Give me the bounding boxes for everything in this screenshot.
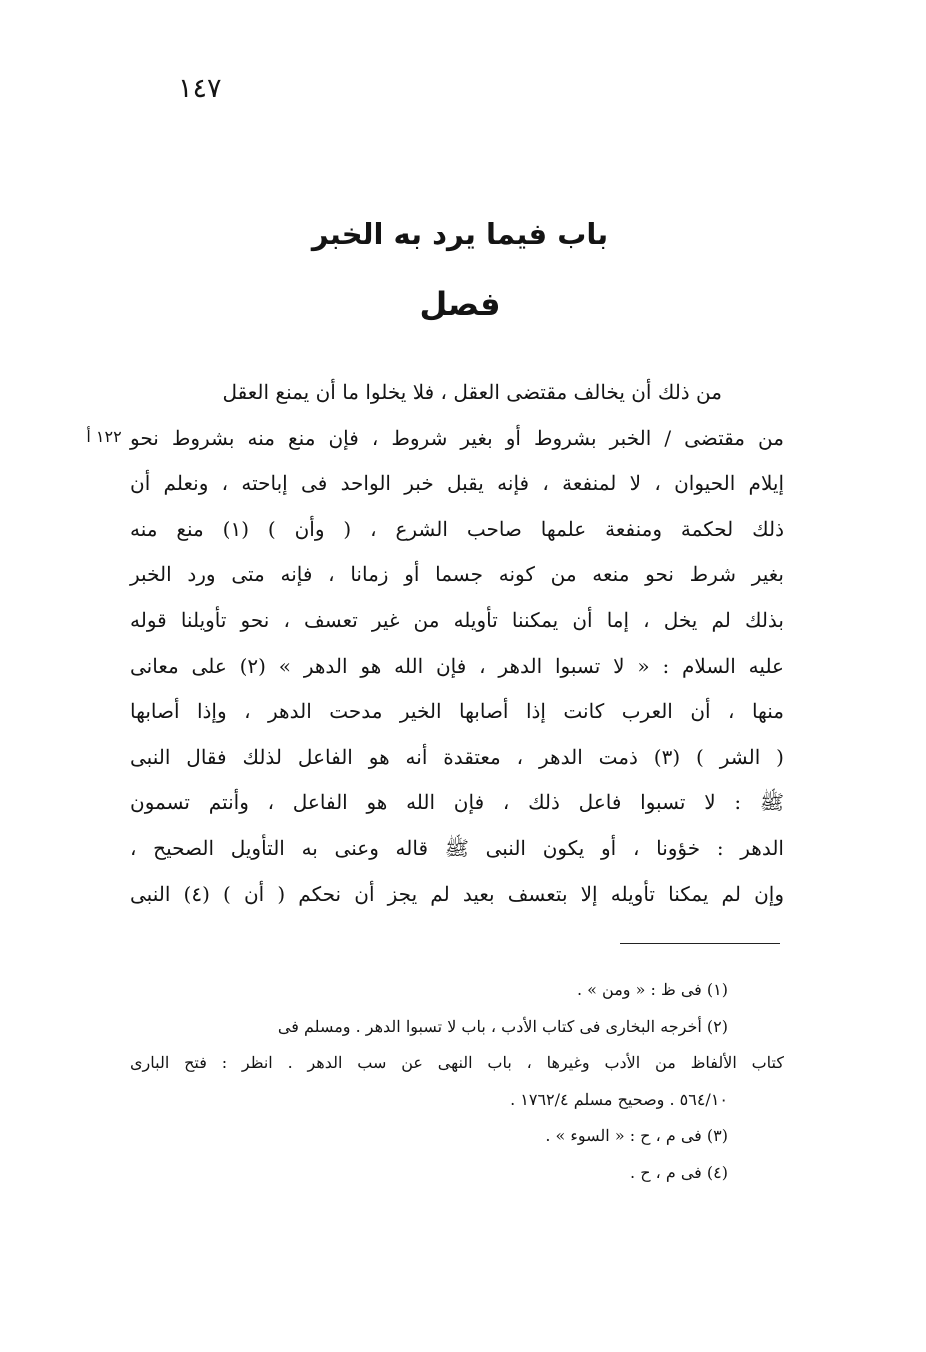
body-line: إيلام الحيوان ، لا لمنفعة ، فإنه يقبل خبر الواحد فى إباحته ، ونعلم أن (130, 471, 784, 496)
footnote-separator (620, 943, 780, 944)
footnote-2-reference: ٥٦٤/١٠ . وصحيح مسلم ١٧٦٢/٤ . (510, 1089, 728, 1109)
page-number: ١٤٧ (178, 73, 222, 104)
footnote-4: (٤) فى م ، ح . (630, 1162, 728, 1182)
body-line: من ذلك أن يخالف مقتضى العقل ، فلا يخلوا ما أن يمنع العقل (222, 380, 722, 404)
body-line: وإن لم يمكنا تأويله إلا بتعسف بعيد لم يجز أن نحكم ( أن ) (٤) النبى (130, 881, 784, 906)
body-line: الدهر : خؤونا ، أو يكون النبى ﷺ قاله وعنى به التأويل الصحيح ، (130, 835, 784, 860)
footnotes (130, 972, 784, 1191)
body-line: عليه السلام : « لا تسبوا الدهر ، فإن الله هو الدهر » (٢) على معانى (130, 653, 784, 678)
footnote-2-continued: كتاب الألفاظ من الأدب وغيرها ، باب النهى عن سب الدهر . انظر : فتح البارى (130, 1053, 784, 1072)
body-line: ( الشر ) (٣) ذمت الدهر ، معتقدة أنه هو الفاعل لذلك فقال النبى (130, 744, 784, 769)
chapter-title: باب فيما يرد به الخبر (311, 217, 609, 251)
body-line: منها ، أن العرب كانت إذا أصابها الخير مدحت الدهر ، وإذا أصابها (130, 699, 784, 724)
body-line: بغير شرط نحو منعه من كونه جسما أو زمانا ، فإنه متى ورد الخبر (130, 562, 784, 587)
section-title: فصل (419, 285, 501, 323)
footnote-2: (٢) أخرجه البخارى فى كتاب الأدب ، باب لا تسبوا الدهر . ومسلم فى (277, 1016, 728, 1036)
footnote-1: (١) فى ظ : « ومن » . (577, 980, 728, 999)
body-line: من مقتضى / الخبر بشروط أو بغير شروط ، فإن منع منه بشروط نحو (130, 425, 784, 450)
footnote-3: (٣) فى م ، ح : « السوء » . (545, 1126, 728, 1145)
body-paragraph (130, 370, 784, 917)
body-line: ﷺ : لا تسبوا فاعل ذلك ، فإن الله هو الفاعل ، وأنتم تسمون (130, 790, 784, 815)
body-line: بذلك لم يخل ، إما أن يمكننا تأويله من غير تعسف ، نحو تأويلنا قوله (130, 607, 784, 632)
body-line: ذلك لحكمة ومنفعة علمها صاحب الشرع ، ( وأن ) (١) منع منه (130, 516, 784, 541)
manuscript-folio-marker: ١٢٢ أ (86, 427, 122, 446)
